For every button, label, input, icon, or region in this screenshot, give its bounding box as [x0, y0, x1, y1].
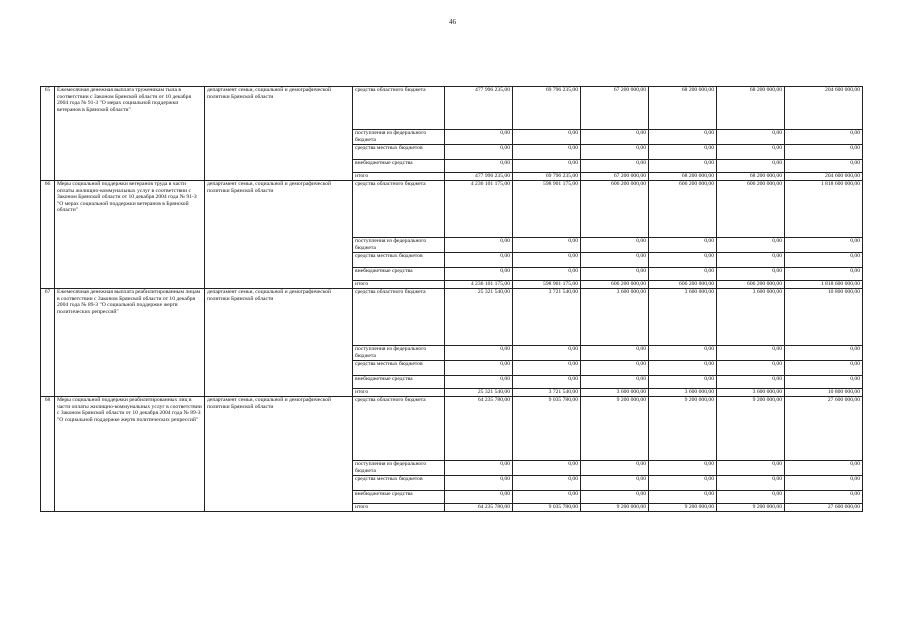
amount-cell: 0,00 — [445, 130, 513, 145]
amount-cell: 0,00 — [581, 145, 649, 160]
amount-cell: 0,00 — [785, 376, 863, 389]
amount-cell: 0,00 — [445, 160, 513, 173]
amount-cell: 0,00 — [717, 491, 785, 504]
amount-cell: 0,00 — [445, 491, 513, 504]
amount-cell: 9 200 000,00 — [581, 504, 649, 512]
executor-name: департамент семьи, социальной и демографической политики Брянской области — [205, 397, 353, 512]
amount-cell: 0,00 — [649, 145, 717, 160]
source-label: средства областного бюджета — [353, 181, 445, 238]
amount-cell: 64 235 780,00 — [445, 504, 513, 512]
amount-cell: 0,00 — [649, 160, 717, 173]
amount-cell: 0,00 — [649, 461, 717, 476]
amount-cell: 64 235 780,00 — [445, 397, 513, 461]
amount-cell: 606 200 000,00 — [717, 281, 785, 289]
amount-cell: 0,00 — [785, 145, 863, 160]
amount-cell: 0,00 — [513, 253, 581, 268]
measure-name: Ежемесячная денежная выплата реабилитированным лицам в соответствии с Законом Брянской области от 10 декабря 2004 года № 89-З "О социальной поддержке жертв политических репрессий" — [55, 289, 205, 397]
amount-cell: 68 200 000,00 — [717, 87, 785, 130]
source-label: внебюджетные средства — [353, 376, 445, 389]
source-label: итого — [353, 173, 445, 181]
amount-cell: 606 200 000,00 — [581, 281, 649, 289]
amount-cell: 0,00 — [649, 268, 717, 281]
amount-cell: 0,00 — [513, 491, 581, 504]
amount-cell: 0,00 — [581, 476, 649, 491]
budget-table — [40, 86, 863, 512]
amount-cell: 606 200 000,00 — [649, 281, 717, 289]
amount-cell: 0,00 — [785, 346, 863, 361]
row-number: 66 — [41, 181, 55, 289]
amount-cell: 0,00 — [581, 130, 649, 145]
amount-cell: 3 600 000,00 — [581, 289, 649, 346]
amount-cell: 9 200 000,00 — [717, 397, 785, 461]
amount-cell: 0,00 — [785, 361, 863, 376]
amount-cell: 0,00 — [717, 253, 785, 268]
amount-cell: 0,00 — [785, 268, 863, 281]
amount-cell: 0,00 — [649, 238, 717, 253]
amount-cell: 69 796 235,00 — [513, 173, 581, 181]
amount-cell: 0,00 — [581, 491, 649, 504]
amount-cell: 598 901 175,00 — [513, 181, 581, 238]
amount-cell: 9 035 780,00 — [513, 504, 581, 512]
amount-cell: 0,00 — [445, 238, 513, 253]
amount-cell: 3 600 000,00 — [717, 289, 785, 346]
amount-cell: 0,00 — [785, 253, 863, 268]
amount-cell: 477 996 235,00 — [445, 173, 513, 181]
amount-cell: 0,00 — [581, 238, 649, 253]
source-label: средства местных бюджетов — [353, 253, 445, 268]
source-label: внебюджетные средства — [353, 268, 445, 281]
amount-cell: 68 200 000,00 — [717, 173, 785, 181]
amount-cell: 0,00 — [785, 461, 863, 476]
measure-name: Ежемесячная денежная выплата труженикам тыла в соответствии с Законом Брянской области от 10 декабря 2004 года № 91-З "О мерах социальной поддержки ветеранов в Брянской области" — [55, 87, 205, 181]
amount-cell: 0,00 — [717, 476, 785, 491]
amount-cell: 0,00 — [785, 160, 863, 173]
amount-cell: 204 600 000,00 — [785, 173, 863, 181]
amount-cell: 69 796 235,00 — [513, 87, 581, 130]
source-label: поступления из федерального бюджета — [353, 461, 445, 476]
amount-cell: 0,00 — [513, 268, 581, 281]
amount-cell: 0,00 — [513, 376, 581, 389]
source-label: итого — [353, 504, 445, 512]
executor-name: департамент семьи, социальной и демографической политики Брянской области — [205, 87, 353, 181]
amount-cell: 204 600 000,00 — [785, 87, 863, 130]
source-label: средства областного бюджета — [353, 397, 445, 461]
amount-cell: 0,00 — [445, 376, 513, 389]
amount-cell: 477 996 235,00 — [445, 87, 513, 130]
source-label: средства местных бюджетов — [353, 361, 445, 376]
table-row — [41, 181, 863, 238]
amount-cell: 68 200 000,00 — [649, 173, 717, 181]
amount-cell: 606 200 000,00 — [717, 181, 785, 238]
amount-cell: 3 600 000,00 — [581, 389, 649, 397]
amount-cell: 0,00 — [785, 491, 863, 504]
amount-cell: 3 600 000,00 — [717, 389, 785, 397]
amount-cell: 3 721 540,00 — [513, 289, 581, 346]
source-label: средства областного бюджета — [353, 87, 445, 130]
amount-cell: 4 236 101 175,00 — [445, 181, 513, 238]
source-label: внебюджетные средства — [353, 160, 445, 173]
amount-cell: 67 200 000,00 — [581, 173, 649, 181]
source-label: итого — [353, 281, 445, 289]
amount-cell: 3 721 540,00 — [513, 389, 581, 397]
amount-cell: 0,00 — [581, 376, 649, 389]
page-number: 46 — [449, 18, 456, 26]
row-number: 67 — [41, 289, 55, 397]
amount-cell: 0,00 — [445, 268, 513, 281]
amount-cell: 0,00 — [445, 346, 513, 361]
amount-cell: 0,00 — [649, 361, 717, 376]
amount-cell: 0,00 — [649, 253, 717, 268]
amount-cell: 9 200 000,00 — [717, 504, 785, 512]
source-label: средства областного бюджета — [353, 289, 445, 346]
amount-cell: 606 200 000,00 — [581, 181, 649, 238]
executor-name: департамент семьи, социальной и демографической политики Брянской области — [205, 181, 353, 289]
amount-cell: 0,00 — [785, 130, 863, 145]
amount-cell: 3 600 000,00 — [649, 289, 717, 346]
amount-cell: 0,00 — [581, 361, 649, 376]
amount-cell: 0,00 — [581, 461, 649, 476]
source-label: итого — [353, 389, 445, 397]
amount-cell: 9 200 000,00 — [649, 397, 717, 461]
table-row — [41, 87, 863, 130]
amount-cell: 10 800 000,00 — [785, 389, 863, 397]
source-label: поступления из федерального бюджета — [353, 130, 445, 145]
amount-cell: 1 818 600 000,00 — [785, 181, 863, 238]
amount-cell: 0,00 — [717, 145, 785, 160]
amount-cell: 27 600 000,00 — [785, 504, 863, 512]
amount-cell: 0,00 — [513, 130, 581, 145]
amount-cell: 0,00 — [717, 361, 785, 376]
amount-cell: 25 321 540,00 — [445, 389, 513, 397]
amount-cell: 0,00 — [581, 268, 649, 281]
source-label: поступления из федерального бюджета — [353, 346, 445, 361]
amount-cell: 0,00 — [717, 376, 785, 389]
source-label: внебюджетные средства — [353, 491, 445, 504]
amount-cell: 0,00 — [717, 268, 785, 281]
amount-cell: 0,00 — [581, 346, 649, 361]
amount-cell: 0,00 — [785, 238, 863, 253]
amount-cell: 0,00 — [717, 346, 785, 361]
measure-name: Меры социальной поддержки ветеранов труда в части оплаты жилищно-коммунальных услуг в соответствии с Законом Брянской области от 10 декабря 2004 года № 91-З "О мерах социальной поддержки ветеранов в Брянской области" — [55, 181, 205, 289]
source-label: средства местных бюджетов — [353, 476, 445, 491]
amount-cell: 9 200 000,00 — [649, 504, 717, 512]
amount-cell: 0,00 — [513, 145, 581, 160]
amount-cell: 27 600 000,00 — [785, 397, 863, 461]
amount-cell: 0,00 — [445, 145, 513, 160]
measure-name: Меры социальной поддержки реабилитированных лиц в части оплаты жилищно-коммунальных услуг в соответствии с Законом Брянской области от 10 декабря 2004 года № 89-З "О социальной поддержке жертв политических репрессий" — [55, 397, 205, 512]
amount-cell: 0,00 — [445, 361, 513, 376]
amount-cell: 0,00 — [649, 376, 717, 389]
amount-cell: 0,00 — [785, 476, 863, 491]
amount-cell: 598 901 175,00 — [513, 281, 581, 289]
row-number: 65 — [41, 87, 55, 181]
amount-cell: 3 600 000,00 — [649, 389, 717, 397]
amount-cell: 0,00 — [649, 130, 717, 145]
amount-cell: 0,00 — [513, 476, 581, 491]
table-row — [41, 397, 863, 461]
amount-cell: 0,00 — [513, 361, 581, 376]
row-number: 68 — [41, 397, 55, 512]
amount-cell: 9 200 000,00 — [581, 397, 649, 461]
amount-cell: 0,00 — [445, 476, 513, 491]
amount-cell: 0,00 — [581, 160, 649, 173]
amount-cell: 0,00 — [513, 238, 581, 253]
amount-cell: 0,00 — [445, 461, 513, 476]
amount-cell: 0,00 — [513, 461, 581, 476]
amount-cell: 1 818 600 000,00 — [785, 281, 863, 289]
source-label: средства местных бюджетов — [353, 145, 445, 160]
amount-cell: 606 200 000,00 — [649, 181, 717, 238]
source-label: поступления из федерального бюджета — [353, 238, 445, 253]
amount-cell: 68 200 000,00 — [649, 87, 717, 130]
amount-cell: 0,00 — [513, 160, 581, 173]
table-row — [41, 289, 863, 346]
amount-cell: 25 321 540,00 — [445, 289, 513, 346]
amount-cell: 67 200 000,00 — [581, 87, 649, 130]
amount-cell: 9 035 780,00 — [513, 397, 581, 461]
amount-cell: 0,00 — [513, 346, 581, 361]
executor-name: департамент семьи, социальной и демографической политики Брянской области — [205, 289, 353, 397]
amount-cell: 0,00 — [717, 160, 785, 173]
amount-cell: 0,00 — [717, 461, 785, 476]
amount-cell: 0,00 — [581, 253, 649, 268]
amount-cell: 0,00 — [445, 253, 513, 268]
amount-cell: 0,00 — [717, 130, 785, 145]
amount-cell: 0,00 — [649, 346, 717, 361]
amount-cell: 10 800 000,00 — [785, 289, 863, 346]
amount-cell: 0,00 — [717, 238, 785, 253]
amount-cell: 0,00 — [649, 476, 717, 491]
amount-cell: 0,00 — [649, 491, 717, 504]
amount-cell: 4 236 101 175,00 — [445, 281, 513, 289]
